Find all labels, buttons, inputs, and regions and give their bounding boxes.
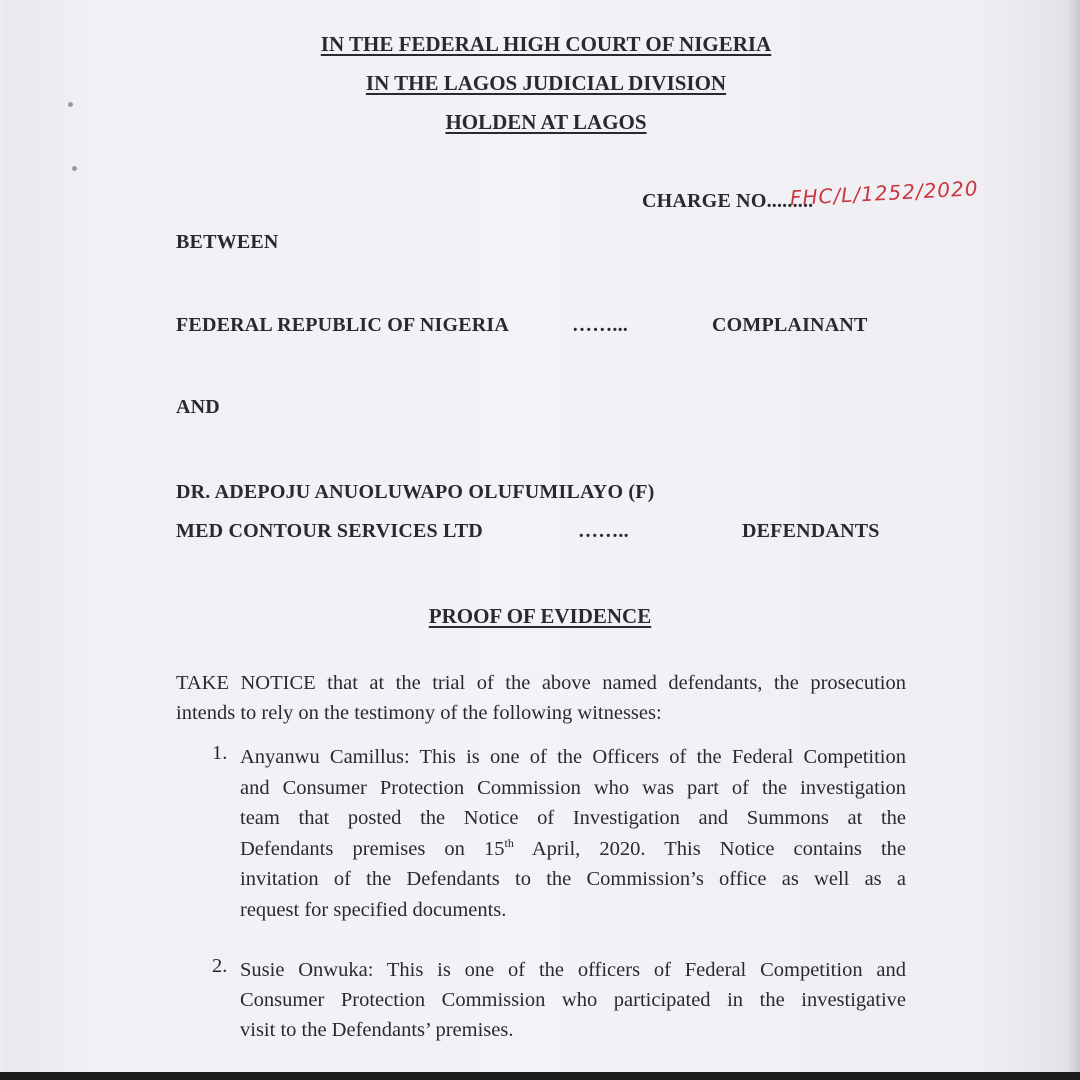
witness-1-line-1: Anyanwu Camillus: This is one of the Officers of the Federal Competition	[240, 746, 906, 768]
defendant-dots: ……..	[578, 520, 629, 542]
defendant-2: MED CONTOUR SERVICES LTD	[176, 520, 483, 542]
court-heading-line3: HOLDEN AT LAGOS	[445, 110, 647, 134]
witness-1-line-4-post: April, 2020. This Notice contains the	[513, 838, 906, 860]
intro-line-1: TAKE NOTICE that at the trial of the above named defendants, the prosecution	[176, 672, 906, 694]
charge-number-handwritten: FHC/L/1252/2020	[789, 176, 980, 210]
court-heading-line2: IN THE LAGOS JUDICIAL DIVISION	[365, 71, 727, 95]
defendant-1: DR. ADEPOJU ANUOLUWAPO OLUFUMILAYO (F)	[176, 481, 655, 503]
witness-2-line-1: Susie Onwuka: This is one of the officers of Federal Competition and	[240, 959, 906, 981]
witness-2-line-2: Consumer Protection Commission who participated in the investigative	[240, 989, 906, 1011]
document-title: PROOF OF EVIDENCE	[428, 604, 652, 628]
charge-number-label: CHARGE NO.........	[642, 190, 814, 212]
photo-bottom-border	[0, 1072, 1080, 1080]
intro-line-2: intends to rely on the testimony of the following witnesses:	[176, 702, 662, 724]
witness-1-line-4-pre: Defendants premises on 15	[240, 838, 505, 860]
page-edge-shadow	[1062, 0, 1080, 1080]
witness-1-line-5: invitation of the Defendants to the Commission’s office as well as a	[240, 868, 906, 890]
witness-1-line-6: request for specified documents.	[240, 899, 507, 921]
complainant-role: COMPLAINANT	[712, 314, 868, 336]
witness-2-line-3: visit to the Defendants’ premises.	[240, 1019, 514, 1041]
defendant-role: DEFENDANTS	[742, 520, 880, 542]
between-label: BETWEEN	[176, 231, 279, 253]
complainant-dots: ……...	[572, 314, 628, 336]
and-label: AND	[176, 396, 220, 418]
witness-1-line-3: team that posted the Notice of Investigation and Summons at the	[240, 807, 906, 829]
court-heading-line1: IN THE FEDERAL HIGH COURT OF NIGERIA	[320, 32, 772, 56]
witness-1-line-2: and Consumer Protection Commission who was part of the investigation	[240, 777, 906, 799]
witness-1-number: 1.	[212, 742, 228, 764]
witness-1-line-4	[240, 834, 906, 865]
charge-sheet-page	[6, 0, 1066, 1072]
margin-mark	[68, 102, 73, 107]
witness-2-number: 2.	[212, 955, 228, 977]
complainant-name: FEDERAL REPUBLIC OF NIGERIA	[176, 314, 510, 336]
witness-1-line-4-sup: th	[504, 836, 514, 851]
margin-mark	[72, 166, 77, 171]
